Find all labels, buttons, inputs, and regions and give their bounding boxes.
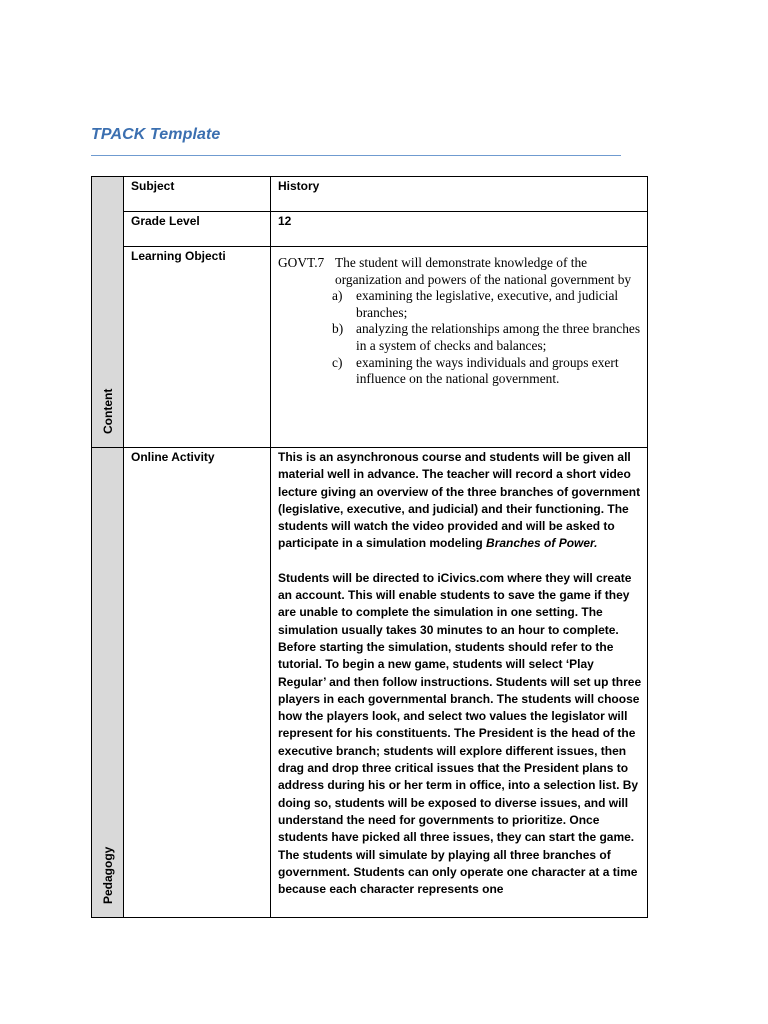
objective-code: GOVT.7 (278, 255, 325, 270)
document-title: TPACK Template (91, 126, 221, 143)
table-row-activity (92, 448, 648, 918)
label-cell-activity (124, 448, 271, 918)
subject-label: Subject (131, 179, 175, 193)
table-row-objectives (92, 247, 648, 448)
section-content: Content (92, 177, 124, 448)
value-cell-grade (271, 212, 648, 247)
label-cell-objectives (124, 247, 271, 448)
list-item: b) analyzing the relationships among the three branches in a system of checks and balances; (332, 321, 641, 353)
label-cell-grade (124, 212, 271, 247)
grade-value: 12 (278, 214, 292, 228)
list-item: a) examining the legislative, executive, and judicial branches; (332, 288, 619, 320)
learning-objective (271, 247, 647, 388)
table-row-subject (92, 177, 648, 212)
label-cell-subject (124, 177, 271, 212)
activity-paragraph-2: Students will be directed to iCivics.com where they will create an account. This will enable students to save the game if they are unable to complete the simulation in one setting. The simulation usually takes 30 minutes to an hour to complete. Before starting the simulation, students should refer to the tutorial. To begin a new game, students will select ‘Play Regular’ and then follow instructions. Students will set up three players in each governmental branch. The students will choose how the players look, and select two values the legislator will represent for his constituents. The President is the head of the executive branch; students will explore different issues, then drag and drop three critical issues that the President plans to address during his or her term in office, into a selection list. By doing so, students will be exposed to diverse issues, and will understand the need for governments to prioritize. Once students have picked all three issues, they can start the game. The students will simulate by playing all three branches of government. Students can only operate one character at a time because each character represents one (278, 570, 642, 897)
value-cell-objectives (271, 247, 648, 448)
activity-paragraph-1: This is an asynchronous course and students will be given all material well in advance. The teacher will record a short video lecture giving an overview of the three branches of government (legislative, executive, and judicial) and their functioning. The students will watch the video provided and will be asked to participate in a simulation modeling Branches of Power. (278, 450, 641, 551)
activity-label: Online Activity (131, 450, 215, 464)
title-underline (91, 155, 621, 156)
objectives-label: Learning Objecti (131, 249, 226, 263)
subject-value: History (278, 179, 320, 193)
value-cell-subject (271, 177, 648, 212)
grade-label: Grade Level (131, 214, 200, 228)
section-pedagogy: Pedagogy (92, 448, 124, 918)
online-activity-text (271, 448, 647, 898)
objective-list (278, 288, 645, 388)
objective-intro: The student will demonstrate knowledge of the organization and powers of the national government by (335, 255, 632, 287)
value-cell-activity (271, 448, 648, 918)
table-row-grade (92, 212, 648, 247)
list-item: c) examining the ways individuals and groups exert influence on the national government. (332, 354, 619, 387)
tpack-table (91, 176, 648, 918)
